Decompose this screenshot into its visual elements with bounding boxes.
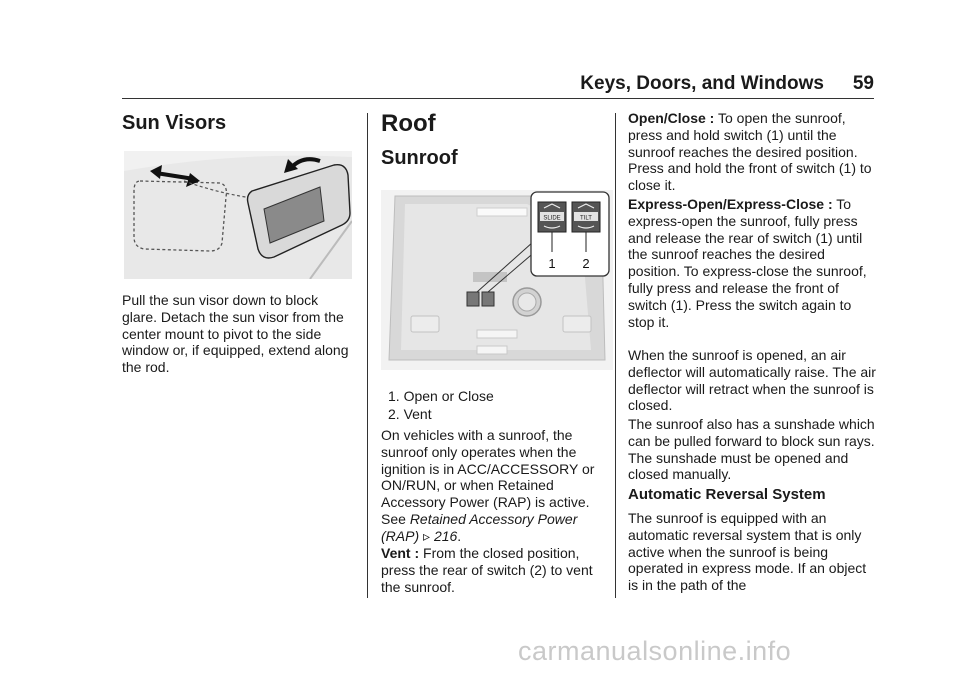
list-item: 2. Vent [388, 406, 432, 422]
vent-text: From the closed position, press the rear of switch (2) to vent the sunroof. [381, 545, 593, 595]
callout-label-2: 2 [582, 256, 590, 271]
open-close-paragraph [628, 110, 878, 194]
sunroof-intro [381, 427, 607, 545]
express-text: To express-open the sunroof, fully press and release the rear of switch (1) until the sunroof reaches the desired position. To express-close the sunroof, fully press and release the front of switch (1). Press the switch again to stop it. [628, 196, 867, 330]
automatic-reversal-body: The sunroof is equipped with an automatic reversal system that is only active when the sunroof is being operated in express mode. If an object is in the path of the [628, 510, 867, 594]
open-close-term: Open/Close : [628, 110, 715, 126]
open-close-text: To open the sunroof, press and hold switch (1) until the sunroof reaches the desired position. Press and hold the front of switch (1) to close it. [628, 110, 872, 194]
rap-xref-page[interactable]: 216 [433, 527, 458, 544]
express-paragraph [628, 196, 878, 330]
sunroof-heading: Sunroof [381, 147, 458, 169]
xref-period: . [457, 527, 462, 544]
automatic-reversal-heading: Automatic Reversal System [628, 486, 826, 503]
sunroof-console-illustration [381, 190, 613, 370]
sunroof-switch-list [388, 387, 494, 423]
callout-label-1: 1 [548, 256, 556, 271]
header-rule [122, 98, 874, 99]
running-header-title: Keys, Doors, and Windows [580, 73, 824, 94]
rap-xref-link[interactable]: Retained Accessory Power (RAP) [381, 510, 578, 544]
sun-visor-illustration [124, 151, 352, 279]
vent-paragraph [381, 545, 607, 595]
watermark: carmanualsonline.info [518, 636, 792, 666]
slide-switch-label: SLIDE [543, 215, 561, 222]
roof-heading: Roof [381, 110, 436, 137]
sun-visors-heading: Sun Visors [122, 112, 227, 134]
express-term: Express-Open/Express-Close : [628, 196, 833, 212]
page-ref-icon: ▹ [423, 527, 431, 544]
list-item: 1. Open or Close [388, 388, 494, 404]
vent-term: Vent : [381, 545, 420, 561]
column-divider-1 [367, 113, 368, 598]
sun-visors-body: Pull the sun visor down to block glare. Detach the sun visor from the center mount to pivot to the side window or, if equipped, extend along the rod. [122, 292, 349, 376]
column-divider-2 [615, 113, 616, 598]
sunroof-intro-text: On vehicles with a sunroof, the sunroof only operates when the ignition is in ACC/ACCESSORY or ON/RUN, or when Retained Accessory Power (RAP) is active. See [381, 427, 595, 527]
sunshade-paragraph: The sunroof also has a sunshade which can be pulled forward to block sun rays. The sunshade must be opened and closed manually. [628, 416, 875, 483]
tilt-switch-label: TILT [580, 215, 592, 222]
deflector-paragraph: When the sunroof is opened, an air deflector will automatically raise. The air deflector will retract when the sunroof is closed. [628, 347, 876, 414]
page-number: 59 [852, 73, 874, 94]
